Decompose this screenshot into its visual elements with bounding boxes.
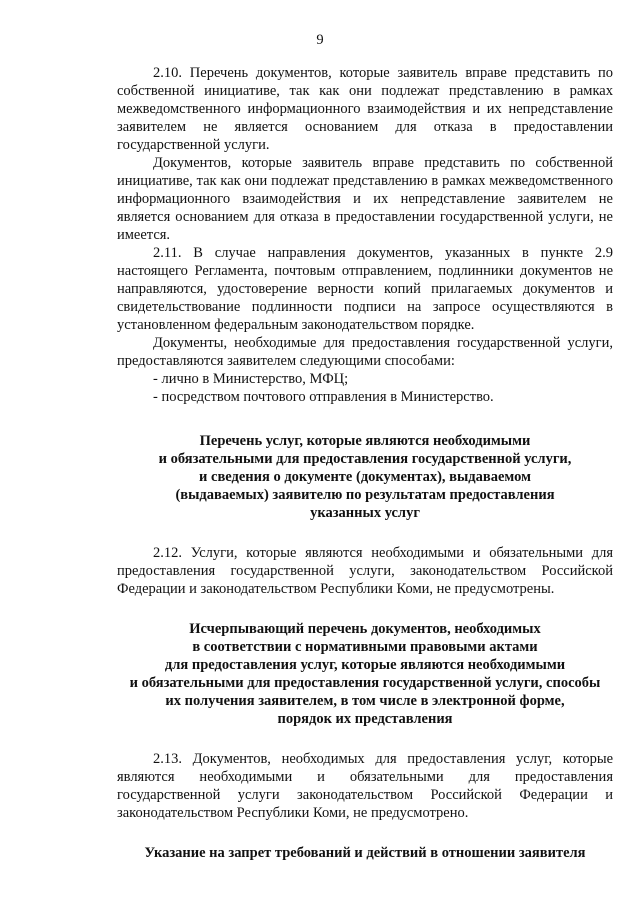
paragraph-2-10: 2.10. Перечень документов, которые заявитель вправе представить по собственной инициативе, так как они подлежат представлению в рамках межведомственного информационного взаимодействия и их непредставление заявителем не является основанием для отказа в предоставлении государственной услуги. xyxy=(117,65,613,153)
heading-line: (выдаваемых) заявителю по результатам предоставления xyxy=(175,487,555,503)
paragraph-2-12: 2.12. Услуги, которые являются необходимыми и обязательными для предоставления государственной услуги, законодательством Российской Федерации и законодательством Республики Коми, не предусмотрены. xyxy=(117,545,613,597)
heading-line: их получения заявителем, в том числе в электронной форме, xyxy=(165,693,565,709)
heading-line: и обязательными для предоставления государственной услуги, способы xyxy=(129,675,601,691)
heading-services-list xyxy=(117,432,613,522)
list-item-by-mail: - посредством почтового отправления в Министерство. xyxy=(153,389,494,405)
heading-line: Исчерпывающий перечень документов, необходимых xyxy=(189,621,541,637)
heading-line: для предоставления услуг, которые являются необходимыми xyxy=(164,657,566,673)
list-item-in-person: - лично в Министерство, МФЦ; xyxy=(153,371,349,387)
paragraph-2-13: 2.13. Документов, необходимых для предоставления услуг, которые являются необходимыми и обязательными для предоставления государственной услуги законодательством Российской Федерации и законодательством Республики Коми, не предусмотрено. xyxy=(117,751,613,821)
heading-prohibition: Указание на запрет требований и действий в отношении заявителя xyxy=(144,845,586,861)
heading-line: и обязательными для предоставления государственной услуги, xyxy=(158,451,572,467)
heading-line: Перечень услуг, которые являются необходимыми xyxy=(199,433,531,449)
paragraph-2-11: 2.11. В случае направления документов, указанных в пункте 2.9 настоящего Регламента, почтовым отправлением, подлинники документов не направляются, удостоверение верности копий прилагаемых документов и свидетельствование подлинности подписи на запросе осуществляются в установленном федеральным законодательством порядке. xyxy=(117,245,613,333)
paragraph-docs-initiative: Документов, которые заявитель вправе представить по собственной инициативе, так как они подлежат представлению в рамках межведомственного информационного взаимодействия и их непредставление заявителем не является основанием для отказа в предоставлении государственной услуги, не имеется. xyxy=(117,155,613,243)
document-body xyxy=(117,64,613,862)
paragraph-docs-ways: Документы, необходимые для предоставления государственной услуги, предоставляются заявителем следующими способами: xyxy=(117,335,613,369)
heading-line: и сведения о документе (документах), выдаваемом xyxy=(199,469,531,485)
page-number: 9 xyxy=(316,32,324,48)
heading-line: порядок их представления xyxy=(277,711,453,727)
heading-line: в соответствии с нормативными правовыми актами xyxy=(192,639,538,655)
heading-line: указанных услуг xyxy=(310,505,420,521)
heading-exhaustive-list xyxy=(117,620,613,728)
